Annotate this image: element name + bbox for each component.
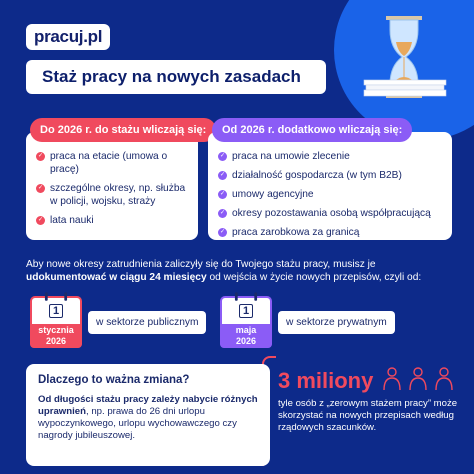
private-sector-label: w sektorze prywatnym [278, 311, 395, 334]
list-item: ✓ okresy pozostawania osobą współpracującą [219, 208, 431, 219]
check-icon: ✓ [219, 172, 226, 178]
stat-description: tyle osób z „zerowym stażem pracy” może skorzystać na nowych przepisach według rządowych szacunków. [278, 398, 458, 433]
public-sector-date [30, 296, 206, 348]
current-rules-card [26, 124, 207, 240]
check-icon: ✓ [37, 185, 44, 191]
why-important-box [26, 364, 270, 466]
new-rules-label: Od 2026 r. dodatkowo wliczają się: [212, 118, 412, 142]
pracuj-logo: pracuj.pl [26, 24, 110, 50]
list-item: ✓ szczególne okresy, np. służba w policji, wojsku, straży [37, 183, 186, 207]
list-item: ✓ praca zarobkowa za granicą [219, 227, 360, 238]
why-title: Dlaczego to ważna zmiana? [38, 374, 190, 386]
check-icon: ✓ [219, 229, 226, 235]
stat-block [278, 368, 458, 434]
stat-value: 3 miliony [278, 368, 374, 393]
check-icon: ✓ [219, 210, 226, 216]
paper-stack-icon [362, 78, 448, 98]
why-text: Od długości stażu pracy zależy nabycie różnych uprawnień, np. prawa do 26 dni urlopu wypoczynkowego, urlopu wychowawczego czy nagrody jubileuszowej. [38, 394, 258, 441]
list-item: ✓ działalność gospodarcza (w tym B2B) [219, 170, 402, 181]
check-icon: ✓ [37, 217, 44, 223]
check-icon: ✓ [219, 153, 226, 159]
new-rules-card [208, 124, 452, 240]
current-rules-label: Do 2026 r. do stażu wliczają się: [30, 118, 216, 142]
check-icon: ✓ [219, 191, 226, 197]
private-sector-date [220, 296, 395, 348]
check-icon: ✓ [37, 153, 44, 159]
list-item: ✓ umowy agencyjne [219, 189, 314, 200]
public-sector-label: w sektorze publicznym [88, 311, 206, 334]
list-item: ✓ lata nauki [37, 215, 94, 226]
documentation-info: Aby nowe okresy zatrudnienia zaliczyły się do Twojego stażu pracy, musisz je udokumentować w ciągu 24 miesięcy od wejścia w życie nowych przepisów, czyli od: [26, 259, 422, 283]
list-item: ✓ praca na umowie zlecenie [219, 151, 350, 162]
calendar-icon: 1 stycznia 2026 [30, 296, 82, 348]
page-title: Staż pracy na nowych zasadach [26, 60, 326, 94]
calendar-icon: 1 maja 2026 [220, 296, 272, 348]
list-item: ✓ praca na etacie (umowa o pracę) [37, 151, 168, 175]
